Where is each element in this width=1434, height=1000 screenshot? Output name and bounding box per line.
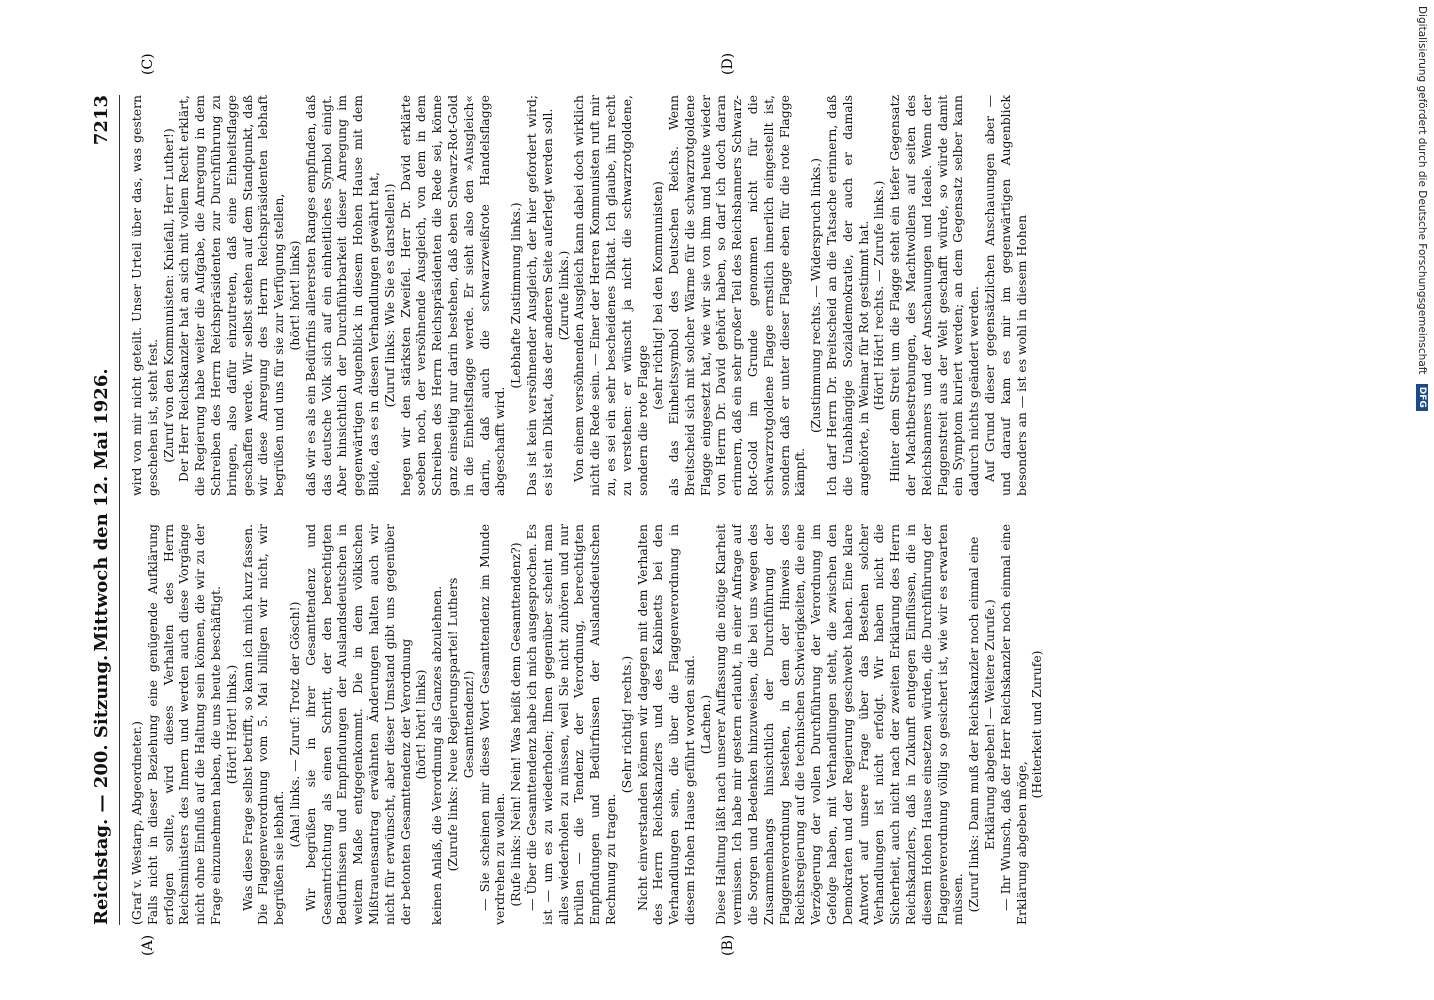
paragraph: — Sie scheinen mir dieses Wort Gesamttendenz im Munde verdrehen zu wollen. bbox=[476, 524, 508, 925]
running-header bbox=[85, 95, 120, 925]
digitization-credit-text: Digitalisierung gefördert durch die Deutsche Forschungsgemeinschaft bbox=[1416, 6, 1428, 375]
interjection: (Sehr richtig! rechts.) bbox=[618, 655, 634, 794]
margin-marker-a: (A) bbox=[140, 934, 156, 956]
paragraph: keinen Anlaß, die Verordnung als Ganzes abzulehnen. bbox=[429, 585, 445, 925]
paragraph: Was diese Frage selbst betrifft, so kann ich mich kurz fassen. Die Flaggenverordnung vom 5. Mai billigen wir nicht, wir begrüßen sie lebhaft. bbox=[239, 524, 287, 925]
text-columns bbox=[129, 95, 1305, 925]
digitization-credit bbox=[1412, 6, 1432, 994]
interjection: (hört! hört! links) bbox=[413, 669, 429, 780]
paragraph: Ich darf Herrn Dr. Breitscheid an die Tatsache erinnern, daß die Unabhängige Sozialdemokratie, der auch er damals angehörte, in Weimar für Rot gestimmt hat. bbox=[824, 95, 871, 496]
interjection: (Rufe links: Nein! Nein! Was heißt denn Gesamttendenz?) bbox=[508, 542, 524, 907]
interjection: (Zuruf von den Kommunisten: Kniefall, Herr Luther!) bbox=[160, 128, 176, 463]
paragraph: Diese Haltung läßt nach unserer Auffassung die nötige Klarheit vermissen. Ich habe mir gestern erlaubt, in einer Anfrage auf die Sorgen und Bedenken hinzuweisen, die bei uns wegen des Zusammenhangs hinsichtlich der Durchführung der Flaggenverordnung bestehen, in dem der Hinweis des Reichsregierung auf die technischen Schwierigkeiten, die eine Verzögerung der vollen Durchführung der Verordnung im Gefolge haben, mit Verhandlungen steht, die zwischen den Demokraten und der Regierung geschwebt haben. Eine klare Antwort auf unsere Frage über das Bestehen solcher Verhandlungen ist nicht erfolgt. Wir haben nicht die Sicherheit, auch nicht nach der zweiten Erklärung des Herrn Reichskanzlers, daß in Zukunft entgegen Einflüssen, die in diesem Hohen Hause einsetzen würden, die Durchführung der Flaggenverordnung völlig so gesichert ist, wie wir es erwarten müssen. bbox=[713, 524, 966, 925]
right-column bbox=[129, 95, 1305, 496]
paragraph: — Über die Gesamttendenz habe ich mich ausgesprochen. Es ist — um es zu wiederholen; Ihnen gegenüber scheint man alles wiederholen zu müssen, weil Sie nicht zuhören und nur brüllen — die Tendenz der Verordnung, berechtigten Empfindungen und Bedürfnissen der Auslandsdeutschen Rechnung zu tragen. bbox=[523, 524, 618, 925]
paragraph: hegen wir den stärksten Zweifel. Herr Dr. David erklärte soeben noch, der versöhnende Ausgleich, von dem in dem Schreiben des Herrn Reichspräsidenten die Rede sei, könne ganz einseitig nur darin bestehen, daß eben Schwarz-Rot-Gold in die Einheitsflagge werde. Er sieht also den »Ausgleich« darin, daß auch die schwarzweißrote Handelsflagge abgeschafft wird. bbox=[397, 95, 508, 496]
paragraph: Hinter dem Streit um die Flagge steht ein tiefer Gegensatz der Machtbestrebungen, des Machtwollens auf seiten des Reichsbanners und der Anschauungen und Ideale. Wenn der Flaggenstreit aus der Welt geschafft würde, so würde damit ein Symptom kuriert werden; an dem Gegensatz selber kann dadurch nichts geändert werden. bbox=[887, 95, 982, 496]
paragraph: Auf Grund dieser gegensätzlichen Anschauungen aber — und darauf kam es mir im gegenwärtigen Augenblick besonders an — ist es wohl in diesem Hohen bbox=[982, 95, 1029, 496]
paragraph: (Graf v. Westarp, Abgeordneter.) bbox=[129, 721, 144, 925]
header-date: Mittwoch den 12. Mai 1926. bbox=[91, 368, 112, 652]
interjection: (sehr richtig! bei den Kommunisten) bbox=[650, 181, 666, 410]
interjection: (Zurufe links.) bbox=[555, 250, 571, 341]
interjection: (Heiterkeit und Zurufe) bbox=[1029, 650, 1045, 799]
interjection: (Zustimmung rechts. — Widerspruch links.) bbox=[808, 157, 824, 434]
interjection: (Zuruf links: Wie Sie es darstellen!) bbox=[381, 183, 397, 408]
interjection: (Aha! links. — Zuruf: Trotz der Gösch!) bbox=[286, 601, 302, 848]
paragraph: Nicht einverstanden können wir dagegen mit dem Verhalten des Herrn Reichskanzlers und des Kabinetts bei den Verhandlungen sein, die über die Flaggenverordnung in diesem Hohen Hause geführt worden sind. bbox=[634, 524, 697, 925]
document-page bbox=[85, 95, 1305, 925]
header-session: Reichstag. — 200. Sitzung. bbox=[91, 654, 112, 925]
interjection: (Lebhafte Zustimmung links.) bbox=[508, 202, 524, 389]
interjection: (Zuruf links: Dann muß der Reichskanzler noch einmal eine Erklärung abgeben! — Weitere Zurufe.) bbox=[966, 536, 998, 913]
paragraph: Wir begrüßen sie in ihrer Gesamttendenz und Gesamtrichtung als einen Schritt, der den berechtigten Bedürfnissen und Empfindungen der Auslandsdeutschen in weitem Maße entgegenkommt. Die in dem völkischen Mißtrauensantrag erwähnten Änderungen halten auch wir nicht für erwünscht, aber dieser Umstand gibt uns gegenüber der betonten Gesamttendenz der Verordnung bbox=[302, 524, 413, 925]
interjection: (Lachen.) bbox=[697, 694, 713, 755]
interjection: (Zurufe links: Neue Regierungspartei! Luthers Gesamttendenz!) bbox=[444, 577, 476, 872]
margin-marker-c: (C) bbox=[140, 53, 156, 75]
paragraph: Das ist kein versöhnender Ausgleich, der hier gefordert wird; es ist ein Diktat, das der anderen Seite auferlegt werden soll. bbox=[523, 95, 555, 496]
interjection: (Hört! Hört! rechts. — Zurufe links.) bbox=[871, 180, 887, 411]
paragraph: Von einem versöhnenden Ausgleich kann dabei doch wirklich nicht die Rede sein. — Einer der Herren Kommunisten ruft mir zu, es sei ein sehr bescheidenes Diktat. Ich glaube, ihn recht zu verstehen: er wünscht ja nicht die schwarzrotgoldene, sondern die rote Flagge bbox=[571, 95, 650, 496]
paragraph: als das Einheitssymbol des Deutschen Reichs. Wenn Breitscheid sich mit solcher Wärme für die schwarzrotgoldene Flagge eingesetzt hat, wie wir sie von ihm und heute wieder von Herrn Dr. David gehört haben, so darf ich doch daran erinnern, daß ein sehr großer Teil des Reichsbanners Schwarz-Rot-Gold im Grunde genommen nicht für die schwarzrotgoldene Flagge ernstlich innerlich eingestellt ist, sondern daß er unter dieser Flagge eben für die rote Flagge kämpft. bbox=[666, 95, 808, 496]
margin-marker-d: (D) bbox=[720, 52, 736, 75]
paragraph: Der Herr Reichskanzler hat an sich mit vollem Recht erklärt, die Regierung habe weiter die Aufgabe, die Anregung in dem Schreiben des Herrn Reichspräsidenten zur Durchführung zu bringen, also dafür einzutreten, daß eine Einheitsflagge geschaffen werde. Wir selbst stehen auf dem Standpunkt, daß wir diese Anregung des Herrn Reichspräsidenten lebhaft begrüßen und uns für sie zur Verfügung stellen, bbox=[176, 95, 287, 496]
paragraph: — Ihr Wunsch, daß der Herr Reichskanzler noch einmal eine Erklärung abgeben möge, bbox=[997, 524, 1029, 925]
paragraph: wird von mir nicht geteilt. Unser Urteil über das, was gestern geschehen ist, steht fest. bbox=[129, 95, 160, 496]
header-page-number: 7213 bbox=[91, 95, 112, 146]
interjection: (hört! hört! links) bbox=[286, 240, 302, 351]
dfg-logo: DFG bbox=[1416, 384, 1428, 411]
paragraph: Falls nicht in dieser Beziehung eine genügende Aufklärung erfolgen sollte, wird dieses Verhalten des Herrn Reichsministers des Innern und werden auch diese Vorgänge nicht ohne Einfluß auf die Haltung sein können, die wir zu der Frage einzunehmen haben, die uns heute beschäftigt. bbox=[144, 524, 223, 925]
paragraph: daß wir es als ein Bedürfnis allerersten Ranges empfinden, daß das deutsche Volk sich auf ein einheitliches Symbol einigt. Aber hinsichtlich der Durchführbarkeit dieser Anregung im gegenwärtigen Augenblick in diesem Hohen Hause mit dem Bilde, das es in diesen Verhandlungen gewährt hat, bbox=[302, 95, 381, 496]
margin-marker-b: (B) bbox=[720, 934, 736, 956]
left-column bbox=[129, 524, 1305, 925]
interjection: (Hört! Hört! links.) bbox=[223, 664, 239, 785]
